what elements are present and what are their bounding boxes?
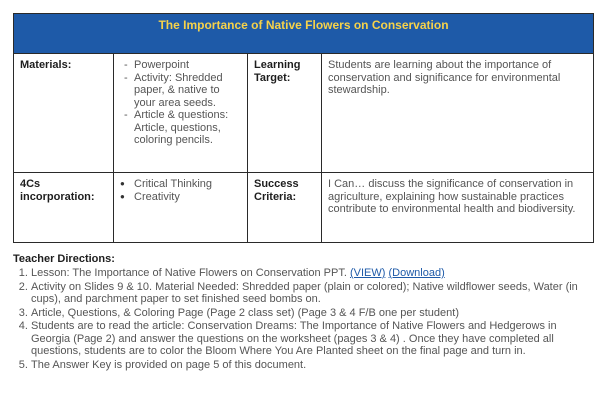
direction-item: 5. The Answer Key is provided on page 5 of this document.: [31, 359, 593, 372]
four-cs-cell: [114, 173, 248, 243]
four-cs-list: [120, 178, 241, 203]
materials-list: [120, 59, 241, 147]
direction-item: [31, 267, 593, 280]
materials-label: Materials:: [14, 54, 114, 173]
success-criteria-text: I Can… discuss the significance of conservation in agriculture, explaining how sustainable practices contribute to environmental health and biodiversity.: [322, 173, 594, 243]
direction-item: 2. Activity on Slides 9 & 10. Material Needed: Shredded paper (plain or colored); Native wildflower seeds, Water (in cups), and parchment paper to set finished seed bombs on.: [31, 281, 593, 306]
lesson-plan-page: [13, 13, 593, 372]
download-link[interactable]: (Download): [388, 267, 445, 279]
materials-item: - Powerpoint: [124, 59, 241, 72]
four-cs-item: ● Critical Thinking: [120, 178, 241, 191]
direction-text: Lesson: The Importance of Native Flowers on Conservation PPT.: [31, 267, 347, 279]
lesson-plan-table: [13, 13, 594, 243]
materials-cell: [114, 54, 248, 173]
teacher-directions-heading: Teacher Directions:: [13, 253, 115, 265]
success-criteria-label: Success Criteria:: [248, 173, 322, 243]
four-cs-item: ● Creativity: [120, 191, 241, 204]
learning-target-label: Learning Target:: [248, 54, 322, 173]
teacher-directions-list: [13, 267, 593, 371]
learning-target-text: Students are learning about the importance of conservation and significance for environmental stewardship.: [322, 54, 594, 173]
four-cs-label: 4Cs incorporation:: [14, 173, 114, 243]
materials-item: - Activity: Shredded paper, & native to your area seeds.: [124, 72, 241, 110]
direction-item: 3. Article, Questions, & Coloring Page (Page 2 class set) (Page 3 & 4 F/B one per student): [31, 307, 593, 320]
materials-item: - Article & questions: Article, questions, coloring pencils.: [124, 109, 241, 147]
view-link[interactable]: (VIEW): [349, 267, 386, 279]
direction-item: 4. Students are to read the article: Conservation Dreams: The Importance of Native Flowers and Hedgerows in Georgia (Page 2) and answer the questions on the worksheet (pages 3 & 4) . Once they have completed all questions, students are to color the Bloom Where You Are Planted sheet on the final page and turn in.: [31, 320, 593, 358]
lesson-title: The Importance of Native Flowers on Conservation: [14, 14, 594, 54]
